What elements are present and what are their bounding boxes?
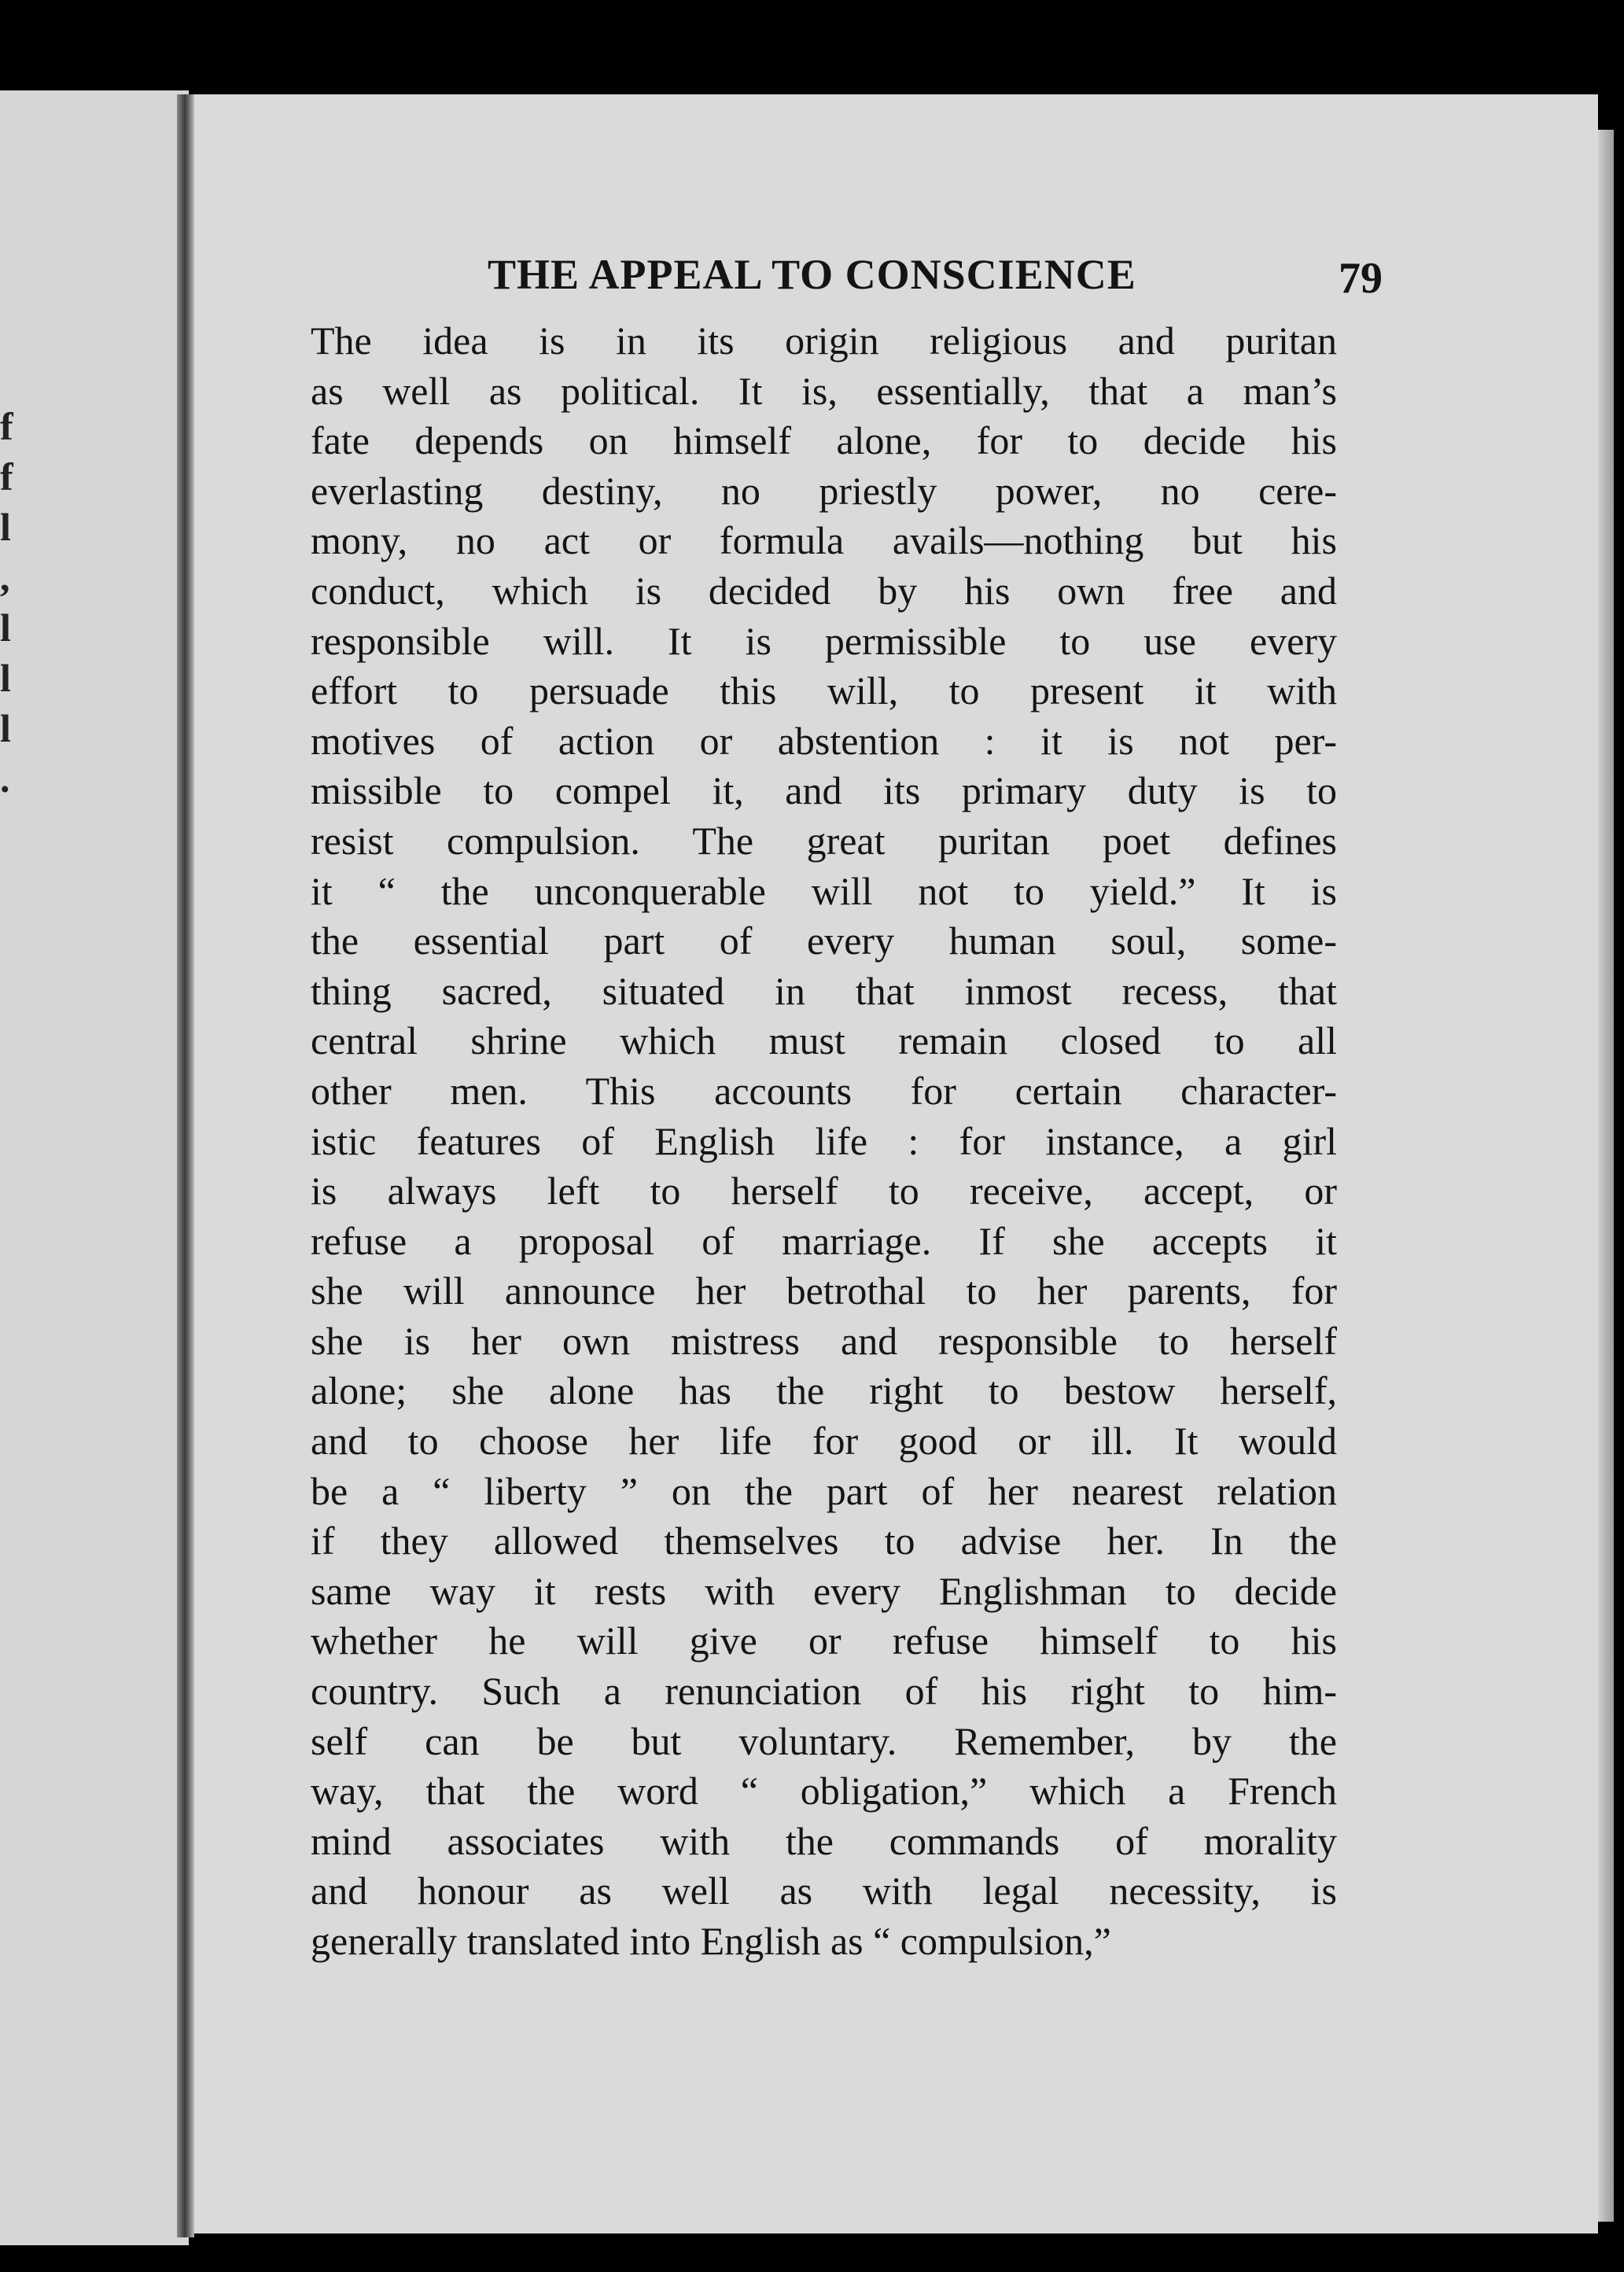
text-line: way, that the word “ obligation,” which a French [311, 1769, 1337, 1814]
left-margin-letter: . [0, 757, 10, 801]
text-line: resist compulsion. The great puritan poet defines [311, 818, 1337, 863]
text-line: generally translated into English as “ compulsion,” [311, 1919, 1111, 1963]
text-line: responsible will. It is permissible to use every [311, 618, 1337, 663]
left-margin-letter: l [0, 505, 11, 549]
text-line: effort to persuade this will, to present it with [311, 668, 1337, 713]
text-line: if they allowed themselves to advise her. In the [311, 1519, 1337, 1563]
text-line: missible to compel it, and its primary duty is to [311, 768, 1337, 813]
text-line: same way it rests with every Englishman to decide [311, 1568, 1337, 1613]
page-number: 79 [1339, 254, 1383, 303]
text-line: it “ the unconquerable will not to yield.” It is [311, 868, 1337, 913]
text-line: self can be but voluntary. Remember, by the [311, 1718, 1337, 1763]
text-line: the essential part of every human soul, some- [311, 919, 1337, 963]
text-line: central shrine which must remain closed to all [311, 1018, 1337, 1063]
left-page [0, 90, 189, 2245]
running-head: THE APPEAL TO CONSCIENCE [488, 251, 1136, 298]
text-line: she will announce her betrothal to her parents, for [311, 1269, 1337, 1313]
text-line: mind associates with the commands of morality [311, 1818, 1337, 1863]
text-line: motives of action or abstention : it is not per- [311, 718, 1337, 763]
text-line: country. Such a renunciation of his right to him- [311, 1669, 1337, 1714]
text-line: whether he will give or refuse himself to his [311, 1618, 1337, 1663]
left-margin-letter: l [0, 656, 11, 700]
left-page-margin-text [0, 401, 24, 804]
page-edge [1598, 130, 1614, 2222]
text-line: The idea is in its origin religious and puritan [311, 319, 1337, 363]
text-line: and honour as well as with legal necessity, is [311, 1869, 1337, 1913]
body-paragraph [311, 316, 1337, 1967]
text-line: conduct, which is decided by his own free and [311, 568, 1337, 613]
left-margin-letter: f [0, 455, 13, 499]
left-margin-letter: l [0, 606, 11, 650]
left-margin-letter: , [0, 555, 10, 599]
text-line: as well as political. It is, essentially, that a man’s [311, 368, 1337, 413]
text-line: alone; she alone has the right to bestow herself, [311, 1368, 1337, 1413]
text-line: be a “ liberty ” on the part of her nearest relation [311, 1468, 1337, 1513]
text-line: other men. This accounts for certain character- [311, 1068, 1337, 1113]
left-margin-letter: l [0, 706, 11, 750]
text-line: she is her own mistress and responsible to herself [311, 1318, 1337, 1363]
text-line: fate depends on himself alone, for to decide his [311, 418, 1337, 463]
text-line: thing sacred, situated in that inmost recess, that [311, 968, 1337, 1013]
book-gutter [177, 94, 194, 2237]
text-line: mony, no act or formula avails—nothing but his [311, 518, 1337, 563]
text-line: istic features of English life : for instance, a girl [311, 1118, 1337, 1163]
text-line: and to choose her life for good or ill. It would [311, 1419, 1337, 1464]
text-line: everlasting destiny, no priestly power, no cere- [311, 468, 1337, 513]
text-line: is always left to herself to receive, accept, or [311, 1169, 1337, 1213]
left-margin-letter: f [0, 404, 13, 448]
text-line: refuse a proposal of marriage. If she accepts it [311, 1218, 1337, 1263]
